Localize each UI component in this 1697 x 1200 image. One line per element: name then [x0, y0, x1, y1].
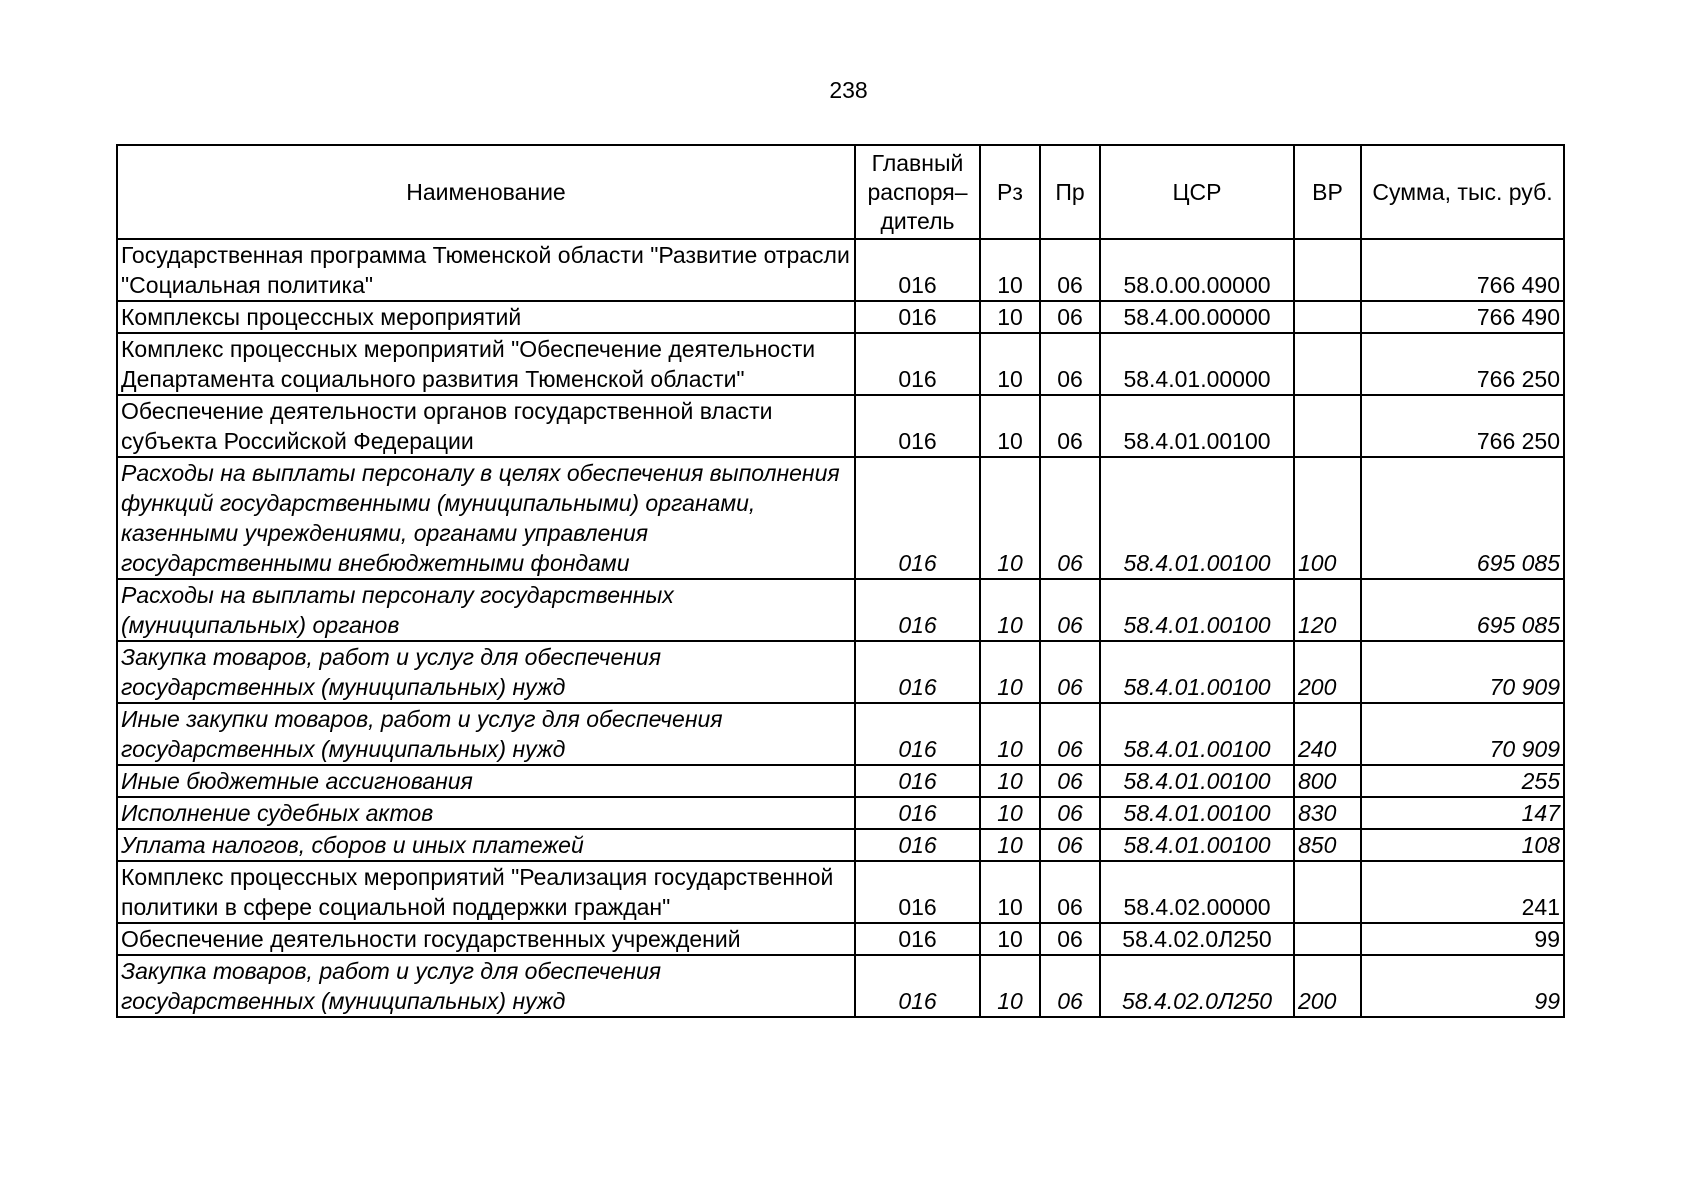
cell-vr: 800: [1294, 765, 1361, 797]
header-name: Наименование: [117, 145, 855, 239]
header-csr: ЦСР: [1100, 145, 1294, 239]
table-row: [117, 301, 1564, 333]
cell-grbs: 016: [855, 239, 980, 301]
cell-sum: 255: [1361, 765, 1564, 797]
cell-name: Закупка товаров, работ и услуг для обеспечения государственных (муниципальных) нужд: [117, 641, 855, 703]
cell-rz: 10: [980, 765, 1040, 797]
cell-sum: 695 085: [1361, 457, 1564, 579]
cell-sum: 147: [1361, 797, 1564, 829]
cell-rz: 10: [980, 457, 1040, 579]
cell-grbs: 016: [855, 301, 980, 333]
cell-vr: 240: [1294, 703, 1361, 765]
cell-csr: 58.4.01.00100: [1100, 395, 1294, 457]
cell-name: Расходы на выплаты персоналу государственных (муниципальных) органов: [117, 579, 855, 641]
cell-grbs: 016: [855, 457, 980, 579]
cell-grbs: 016: [855, 579, 980, 641]
cell-grbs: 016: [855, 641, 980, 703]
cell-name: Государственная программа Тюменской области "Развитие отрасли "Социальная политика": [117, 239, 855, 301]
cell-vr: [1294, 861, 1361, 923]
header-pr: Пр: [1040, 145, 1100, 239]
cell-sum: 766 250: [1361, 333, 1564, 395]
cell-csr: 58.4.01.00100: [1100, 579, 1294, 641]
cell-vr: 830: [1294, 797, 1361, 829]
cell-grbs: 016: [855, 923, 980, 955]
cell-rz: 10: [980, 579, 1040, 641]
cell-rz: 10: [980, 923, 1040, 955]
cell-rz: 10: [980, 239, 1040, 301]
cell-grbs: 016: [855, 861, 980, 923]
cell-vr: 100: [1294, 457, 1361, 579]
header-grbs: Главный распоря– дитель: [855, 145, 980, 239]
cell-pr: 06: [1040, 333, 1100, 395]
cell-name: Комплекс процессных мероприятий "Обеспечение деятельности Департамента социального развития Тюменской области": [117, 333, 855, 395]
cell-name: Закупка товаров, работ и услуг для обеспечения государственных (муниципальных) нужд: [117, 955, 855, 1017]
budget-table: [116, 144, 1565, 1018]
cell-csr: 58.4.01.00100: [1100, 703, 1294, 765]
cell-sum: 99: [1361, 923, 1564, 955]
cell-vr: [1294, 239, 1361, 301]
cell-csr: 58.4.02.00000: [1100, 861, 1294, 923]
cell-pr: 06: [1040, 641, 1100, 703]
cell-rz: 10: [980, 395, 1040, 457]
cell-grbs: 016: [855, 797, 980, 829]
cell-sum: 766 490: [1361, 239, 1564, 301]
cell-grbs: 016: [855, 829, 980, 861]
cell-csr: 58.4.01.00100: [1100, 765, 1294, 797]
table-row: [117, 395, 1564, 457]
cell-csr: 58.4.02.0Л250: [1100, 955, 1294, 1017]
cell-name: Обеспечение деятельности органов государственной власти субъекта Российской Федерации: [117, 395, 855, 457]
cell-rz: 10: [980, 955, 1040, 1017]
table-row: [117, 955, 1564, 1017]
table-row: [117, 861, 1564, 923]
cell-grbs: 016: [855, 395, 980, 457]
cell-csr: 58.4.01.00100: [1100, 641, 1294, 703]
cell-name: Комплекс процессных мероприятий "Реализация государственной политики в сфере социальной поддержки граждан": [117, 861, 855, 923]
cell-rz: 10: [980, 641, 1040, 703]
cell-pr: 06: [1040, 703, 1100, 765]
table-row: [117, 239, 1564, 301]
cell-pr: 06: [1040, 457, 1100, 579]
cell-grbs: 016: [855, 703, 980, 765]
cell-vr: [1294, 301, 1361, 333]
cell-sum: 766 250: [1361, 395, 1564, 457]
table-row: [117, 641, 1564, 703]
table-row: [117, 333, 1564, 395]
cell-pr: 06: [1040, 239, 1100, 301]
cell-sum: 70 909: [1361, 641, 1564, 703]
cell-vr: [1294, 923, 1361, 955]
header-rz: Рз: [980, 145, 1040, 239]
cell-pr: 06: [1040, 579, 1100, 641]
cell-pr: 06: [1040, 923, 1100, 955]
cell-pr: 06: [1040, 797, 1100, 829]
cell-pr: 06: [1040, 765, 1100, 797]
cell-vr: 120: [1294, 579, 1361, 641]
cell-sum: 99: [1361, 955, 1564, 1017]
cell-sum: 766 490: [1361, 301, 1564, 333]
cell-csr: 58.4.02.0Л250: [1100, 923, 1294, 955]
cell-grbs: 016: [855, 955, 980, 1017]
cell-name: Иные закупки товаров, работ и услуг для обеспечения государственных (муниципальных) нужд: [117, 703, 855, 765]
cell-grbs: 016: [855, 765, 980, 797]
cell-name: Исполнение судебных актов: [117, 797, 855, 829]
cell-name: Уплата налогов, сборов и иных платежей: [117, 829, 855, 861]
cell-csr: 58.0.00.00000: [1100, 239, 1294, 301]
table-row: [117, 579, 1564, 641]
cell-sum: 695 085: [1361, 579, 1564, 641]
table-row: [117, 765, 1564, 797]
cell-grbs: 016: [855, 333, 980, 395]
cell-csr: 58.4.01.00100: [1100, 457, 1294, 579]
cell-pr: 06: [1040, 301, 1100, 333]
cell-name: Расходы на выплаты персоналу в целях обеспечения выполнения функций государственными (муниципальными) органами, казенными учреждениями, органами управления государственными внебюджетными фондами: [117, 457, 855, 579]
cell-rz: 10: [980, 333, 1040, 395]
cell-vr: [1294, 395, 1361, 457]
cell-rz: 10: [980, 829, 1040, 861]
table-row: [117, 457, 1564, 579]
table-row: [117, 923, 1564, 955]
cell-pr: 06: [1040, 829, 1100, 861]
cell-name: Обеспечение деятельности государственных учреждений: [117, 923, 855, 955]
cell-rz: 10: [980, 861, 1040, 923]
cell-vr: [1294, 333, 1361, 395]
cell-pr: 06: [1040, 861, 1100, 923]
cell-csr: 58.4.00.00000: [1100, 301, 1294, 333]
cell-name: Иные бюджетные ассигнования: [117, 765, 855, 797]
cell-sum: 70 909: [1361, 703, 1564, 765]
cell-name: Комплексы процессных мероприятий: [117, 301, 855, 333]
cell-pr: 06: [1040, 955, 1100, 1017]
table-body: [117, 239, 1564, 1017]
page-number: 238: [829, 77, 868, 103]
cell-vr: 200: [1294, 641, 1361, 703]
cell-rz: 10: [980, 301, 1040, 333]
cell-vr: 200: [1294, 955, 1361, 1017]
table-row: [117, 703, 1564, 765]
cell-rz: 10: [980, 703, 1040, 765]
cell-sum: 108: [1361, 829, 1564, 861]
cell-csr: 58.4.01.00100: [1100, 829, 1294, 861]
header-vr: ВР: [1294, 145, 1361, 239]
table-row: [117, 829, 1564, 861]
table-row: [117, 797, 1564, 829]
header-sum: Сумма, тыс. руб.: [1361, 145, 1564, 239]
cell-pr: 06: [1040, 395, 1100, 457]
cell-csr: 58.4.01.00100: [1100, 797, 1294, 829]
cell-csr: 58.4.01.00000: [1100, 333, 1294, 395]
cell-rz: 10: [980, 797, 1040, 829]
table-header-row: [117, 145, 1564, 239]
cell-vr: 850: [1294, 829, 1361, 861]
cell-sum: 241: [1361, 861, 1564, 923]
